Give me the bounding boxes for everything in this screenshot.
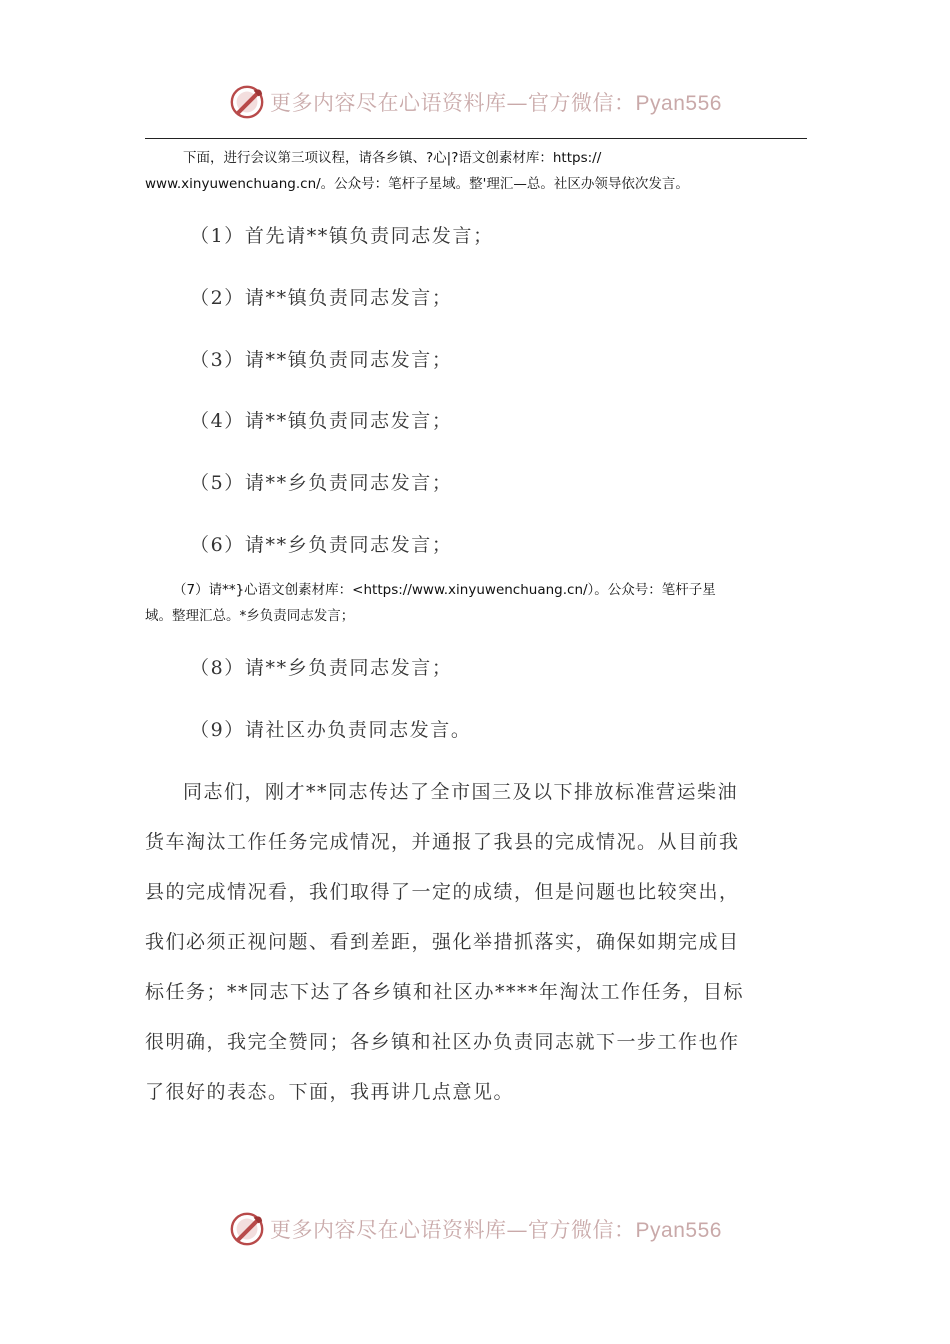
- speaker-item-4: （4）请**镇负责同志发言；: [190, 410, 453, 432]
- body-paragraph: [145, 767, 795, 1117]
- header-divider: [145, 138, 807, 139]
- header-banner: [0, 80, 950, 124]
- speaker-item-8: （8）请**乡负责同志发言；: [190, 657, 453, 679]
- quill-logo-icon: [228, 83, 266, 121]
- notice-paragraph-1: [145, 145, 807, 197]
- body-line: 标任务；**同志下达了各乡镇和社区办****年淘汰工作任务，目标: [145, 981, 745, 1003]
- notice-2-line-2: 域。整理汇总。*乡负责同志发言；: [145, 608, 355, 624]
- footer-banner: [0, 1207, 950, 1251]
- speaker-item-6: （6）请**乡负责同志发言；: [190, 534, 453, 556]
- body-line: 县的完成情况看，我们取得了一定的成绩，但是问题也比较突出，: [145, 881, 740, 903]
- notice-2-line-1: （7）请**}心语文创素材库：<https://www.xinyuwenchuang.cn/）。公众号：笔杆子星: [173, 582, 716, 598]
- quill-logo-icon: [228, 1210, 266, 1248]
- body-line: 我们必须正视问题、看到差距，强化举措抓落实，确保如期完成目: [145, 931, 740, 953]
- speaker-item-2: （2）请**镇负责同志发言；: [190, 287, 453, 309]
- footer-banner-text: 更多内容尽在心语资料库—官方微信：Pyan556: [270, 1218, 722, 1242]
- body-line: 了很好的表态。下面，我再讲几点意见。: [145, 1081, 515, 1103]
- speaker-item-9: （9）请社区办负责同志发言。: [190, 719, 472, 741]
- speaker-item-1: （1）首先请**镇负责同志发言；: [190, 225, 494, 247]
- body-line: 货车淘汰工作任务完成情况，并通报了我县的完成情况。从目前我: [145, 831, 740, 853]
- notice-1-line-2: www.xinyuwenchuang.cn/。公众号：笔杆子星域。整'理汇—总。社区办领导依次发言。: [145, 176, 689, 192]
- body-line: 同志们，刚才**同志传达了全市国三及以下排放标准营运柴油: [183, 781, 739, 803]
- notice-1-line-1: 下面，进行会议第三项议程，请各乡镇、?心|?语文创素材库：https://: [183, 150, 602, 166]
- header-banner-text: 更多内容尽在心语资料库—官方微信：Pyan556: [270, 91, 722, 115]
- speaker-item-5: （5）请**乡负责同志发言；: [190, 472, 453, 494]
- speaker-item-3: （3）请**镇负责同志发言；: [190, 349, 453, 371]
- notice-paragraph-2: [145, 577, 807, 629]
- body-line: 很明确，我完全赞同；各乡镇和社区办负责同志就下一步工作也作: [145, 1031, 740, 1053]
